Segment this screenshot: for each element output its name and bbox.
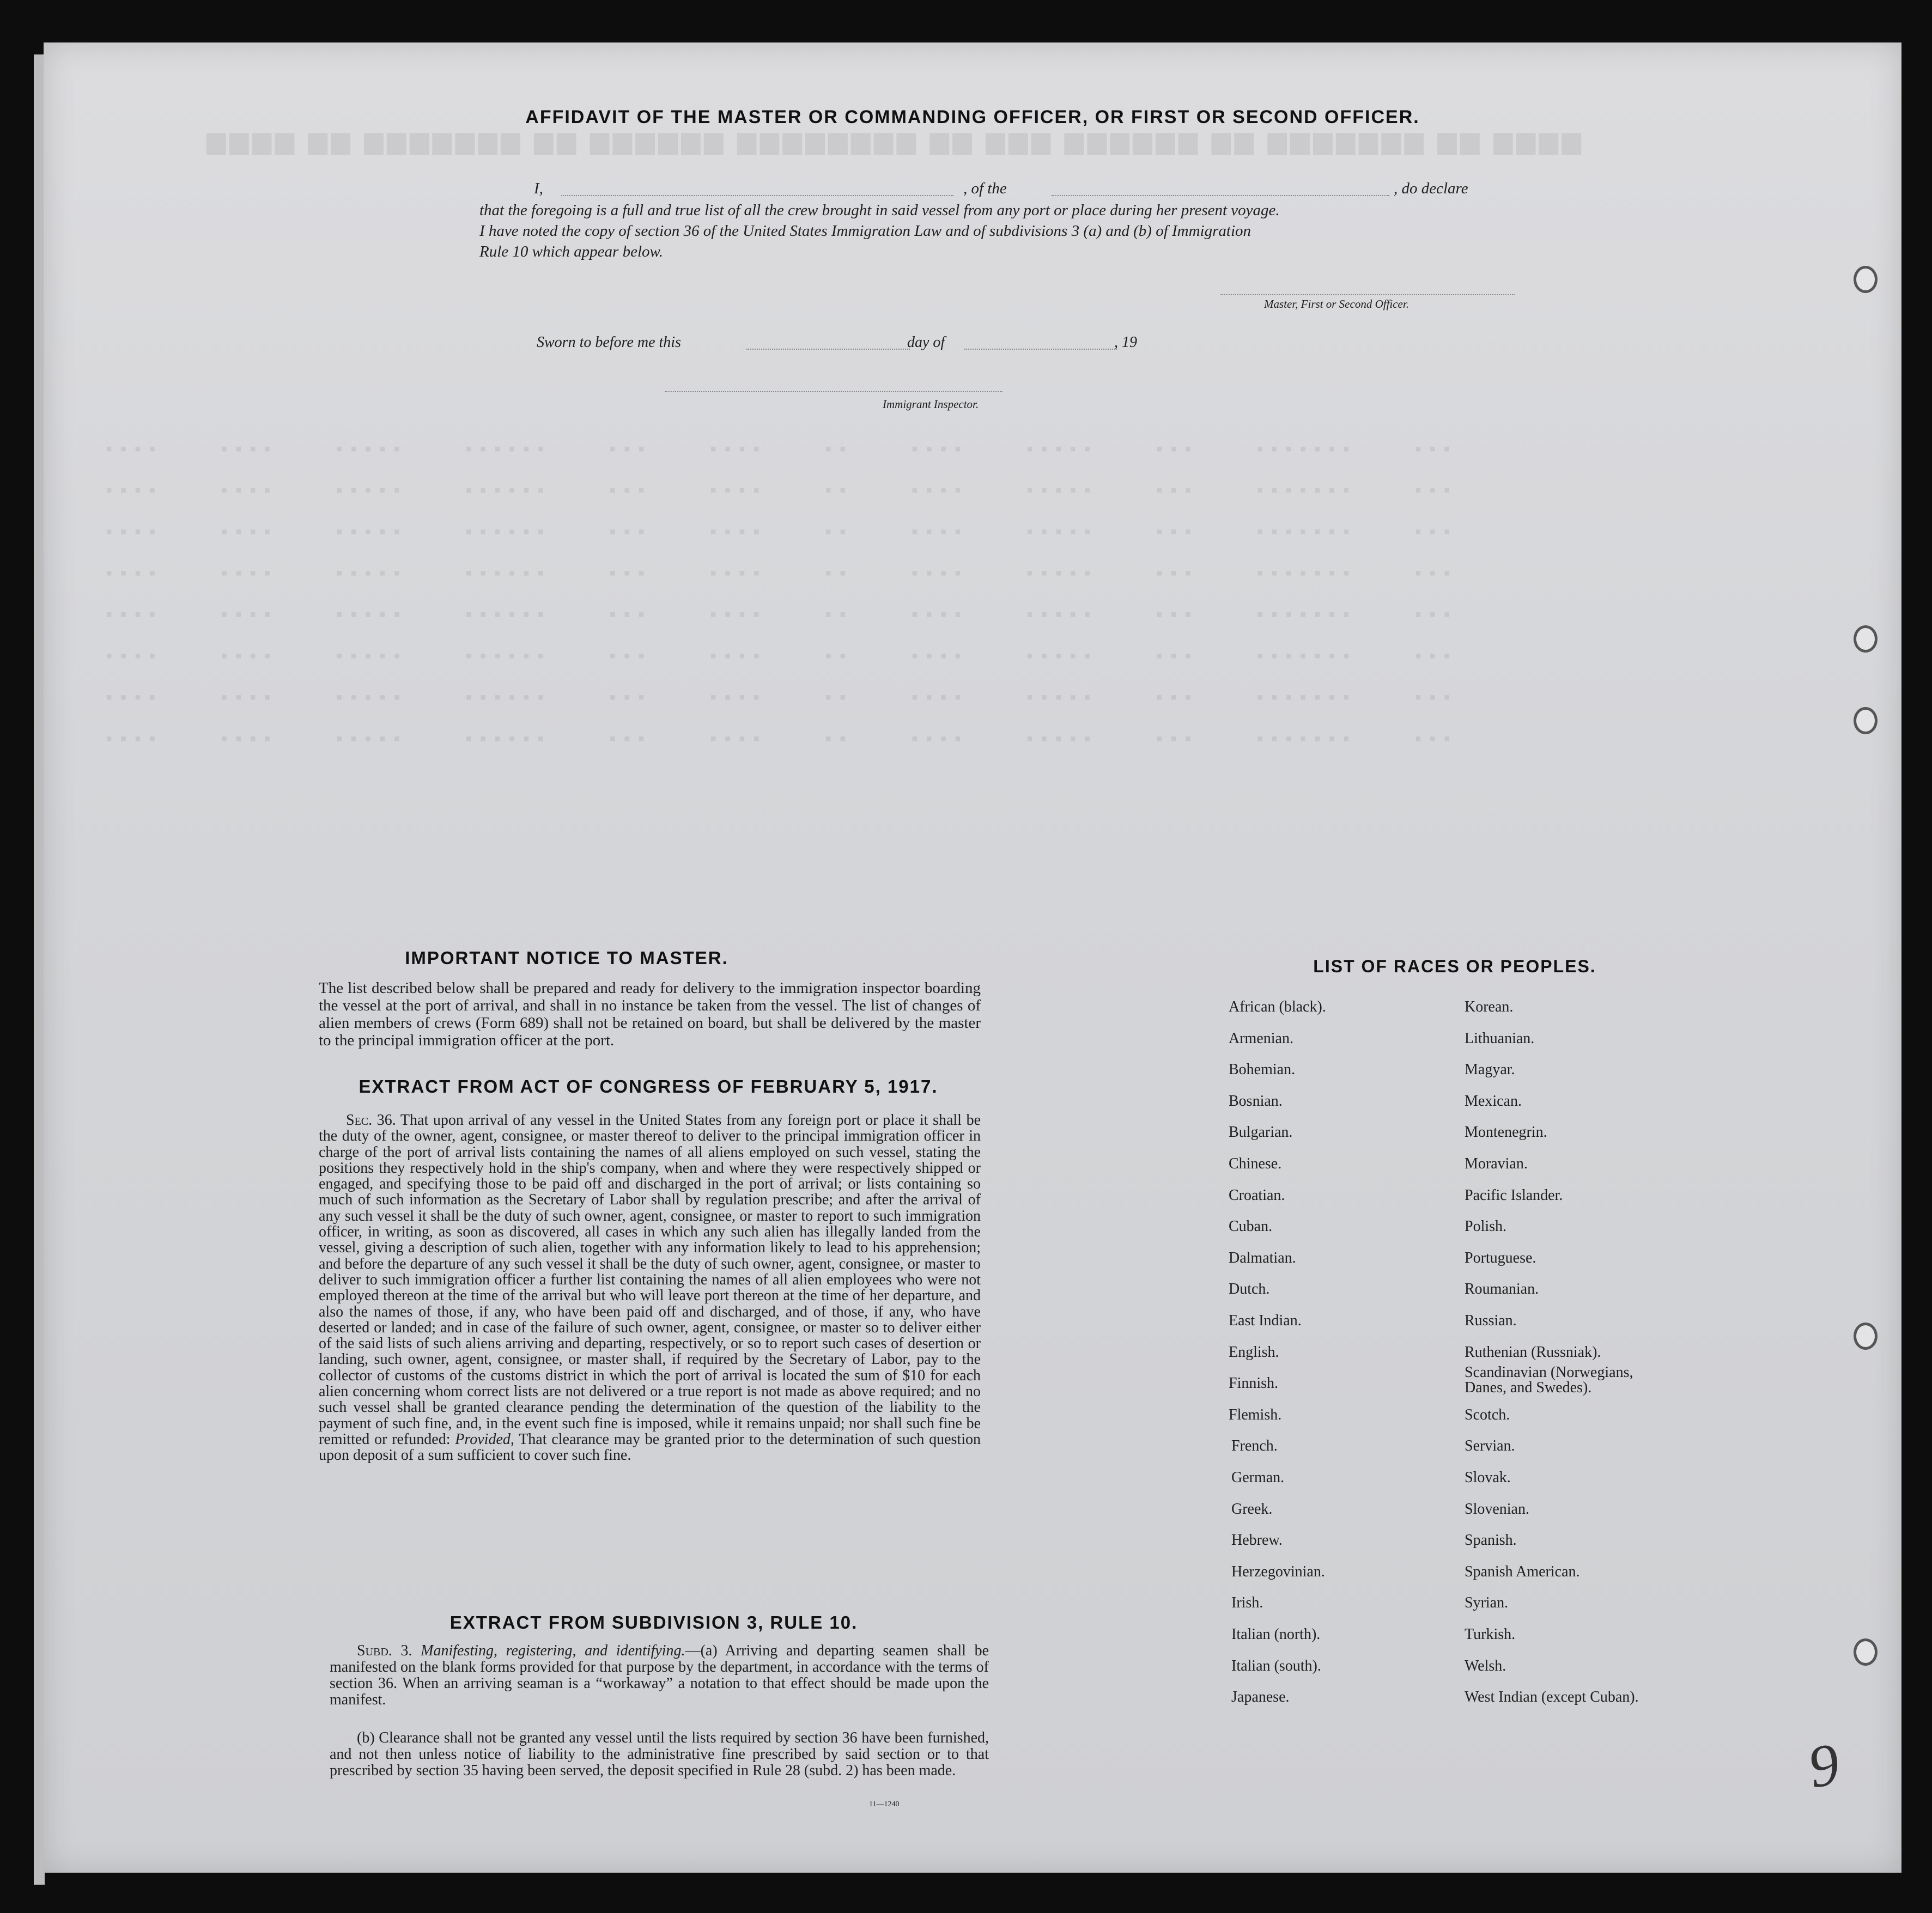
races-title: LIST OF RACES OR PEOPLES. bbox=[1313, 956, 1596, 976]
race-item: Armenian. bbox=[1229, 1029, 1293, 1047]
notice-title: IMPORTANT NOTICE TO MASTER. bbox=[405, 948, 728, 968]
race-item: Portuguese. bbox=[1465, 1249, 1536, 1266]
affidavit-declare-label: , do declare bbox=[1394, 180, 1468, 197]
year-label: , 19 bbox=[1114, 334, 1137, 351]
race-item: Korean. bbox=[1465, 998, 1514, 1015]
race-item: Servian. bbox=[1465, 1437, 1515, 1455]
race-item: Croatian. bbox=[1229, 1186, 1285, 1204]
race-item: East Indian. bbox=[1229, 1312, 1302, 1329]
race-item: Italian (south). bbox=[1231, 1657, 1321, 1674]
race-item: Italian (north). bbox=[1231, 1626, 1321, 1643]
race-item: Moravian. bbox=[1465, 1155, 1528, 1172]
binder-hole-icon bbox=[1854, 707, 1878, 734]
affidavit-i-label: I, bbox=[534, 180, 543, 197]
provided-label: Provided, bbox=[455, 1430, 514, 1448]
race-item: Scotch. bbox=[1465, 1406, 1510, 1423]
affidavit-title: AFFIDAVIT OF THE MASTER OR COMMANDING OFFICER, OR FIRST OR SECOND OFFICER. bbox=[525, 107, 1420, 127]
binder-hole-icon bbox=[1854, 1323, 1878, 1350]
sworn-month-field[interactable] bbox=[964, 349, 1117, 350]
bleed-through-rows: ▪▪▪▪ ▪▪▪▪ ▪▪▪▪▪ ▪▪▪▪▪▪ ▪▪▪ ▪▪▪▪ ▪▪ ▪▪▪▪ ▪▪▪▪▪ ▪▪▪ ▪▪▪▪▪▪▪ ▪▪▪ ▪▪▪▪ ▪▪▪▪ ▪▪▪▪▪ ▪▪▪▪▪▪ ▪▪▪ ▪▪▪▪ ▪▪ ▪▪▪▪ ▪▪▪▪▪ ▪▪▪ ▪▪▪▪▪▪▪ ▪▪▪ ▪▪▪▪ ▪▪▪▪ ▪▪▪▪▪ ▪▪▪▪▪▪ ▪▪▪ ▪▪▪▪ ▪▪ ▪▪▪▪ ▪▪▪▪▪ ▪▪▪ ▪▪▪▪▪▪▪ ▪▪▪ ▪▪▪▪ ▪▪▪▪ ▪▪▪▪▪ ▪▪▪▪▪▪ ▪▪▪ ▪▪▪▪ ▪▪ ▪▪▪▪ ▪▪▪▪▪ ▪▪▪ ▪▪▪▪▪▪▪ ▪▪▪ ▪▪▪▪ ▪▪▪▪ ▪▪▪▪▪ ▪▪▪▪▪▪ ▪▪▪ ▪▪▪▪ ▪▪ ▪▪▪▪ ▪▪▪▪▪ ▪▪▪ ▪▪▪▪▪▪▪ ▪▪▪ ▪▪▪▪ ▪▪▪▪ ▪▪▪▪▪ ▪▪▪▪▪▪ ▪▪▪ ▪▪▪▪ ▪▪ ▪▪▪▪ ▪▪▪▪▪ ▪▪▪ ▪▪▪▪▪▪▪ ▪▪▪ ▪▪▪▪ ▪▪▪▪ ▪▪▪▪▪ ▪▪▪▪▪▪ ▪▪▪ ▪▪▪▪ ▪▪ ▪▪▪▪ ▪▪▪▪▪ ▪▪▪ ▪▪▪▪▪▪▪ ▪▪▪ ▪▪▪▪ ▪▪▪▪ ▪▪▪▪▪ ▪▪▪▪▪▪ ▪▪▪ ▪▪▪▪ ▪▪ ▪▪▪▪ ▪▪▪▪▪ ▪▪▪ ▪▪▪▪▪▪▪ ▪▪▪ bbox=[104, 440, 1456, 751]
race-item: Montenegrin. bbox=[1465, 1124, 1547, 1141]
handwritten-page-number: 9 bbox=[1803, 1730, 1845, 1801]
bleed-through-heading: ▆▆▆▆ ▆▆ ▆▆▆▆▆▆▆ ▆▆ ▆▆▆▆▆▆ ▆▆▆▆▆▆▆▆ ▆▆ ▆▆▆ ▆▆▆▆▆▆ ▆▆ ▆▆▆▆▆▆▆ ▆▆ ▆▆▆▆ bbox=[207, 127, 1585, 154]
race-item: Magyar. bbox=[1465, 1061, 1515, 1079]
day-of-label: day of bbox=[907, 334, 945, 351]
race-item: Finnish. bbox=[1229, 1375, 1279, 1392]
race-item: Greek. bbox=[1231, 1500, 1273, 1518]
race-item: Bulgarian. bbox=[1229, 1124, 1293, 1141]
race-item: Roumanian. bbox=[1465, 1281, 1539, 1298]
affidavit-line-2: that the foregoing is a full and true list of all the crew brought in said vessel from any port or place during her present voyage. bbox=[479, 202, 1280, 219]
race-item: Japanese. bbox=[1231, 1689, 1290, 1706]
affidavit-name-field[interactable] bbox=[561, 195, 953, 196]
extract-act-title: EXTRACT FROM ACT OF CONGRESS OF FEBRUARY 5, 1917. bbox=[359, 1076, 938, 1096]
race-item: Bosnian. bbox=[1229, 1092, 1283, 1110]
extract-act-body bbox=[319, 1112, 981, 1464]
extract-rule-b: (b) Clearance shall not be granted any vessel until the lists required by section 36 have been furnished, and not then unless notice of liability to the administrative fine prescribed by said section or to that prescribed by section 35 having been served, the deposit specified in Rule 28 (subd. 2) has been made. bbox=[330, 1729, 989, 1779]
race-item: West Indian (except Cuban). bbox=[1465, 1689, 1639, 1706]
race-item: Slovak. bbox=[1465, 1469, 1511, 1486]
binder-hole-icon bbox=[1854, 1638, 1878, 1666]
race-item: Scandinavian (Norwegians, Danes, and Swedes). bbox=[1465, 1364, 1633, 1397]
race-item: Russian. bbox=[1465, 1312, 1517, 1329]
affidavit-line-3: I have noted the copy of section 36 of the United States Immigration Law and of subdivisions 3 (a) and (b) of Immigration bbox=[479, 222, 1251, 240]
race-item: African (black). bbox=[1229, 998, 1326, 1015]
form-number: 11—1240 bbox=[869, 1800, 900, 1808]
sworn-label: Sworn to before me this bbox=[537, 334, 681, 351]
sworn-day-field[interactable] bbox=[746, 349, 910, 350]
race-item: Chinese. bbox=[1229, 1155, 1282, 1172]
document-page bbox=[44, 42, 1901, 1873]
binder-hole-icon bbox=[1854, 266, 1878, 293]
binder-hole-icon bbox=[1854, 625, 1878, 653]
affidavit-vessel-field[interactable] bbox=[1052, 195, 1389, 196]
race-item: German. bbox=[1231, 1469, 1285, 1486]
race-item: French. bbox=[1231, 1437, 1278, 1455]
race-item: Ruthenian (Russniak). bbox=[1465, 1343, 1601, 1361]
race-item: Lithuanian. bbox=[1465, 1029, 1535, 1047]
inspector-signature-field[interactable] bbox=[665, 391, 1003, 392]
subd-3-italic: Manifesting, registering, and identifying. bbox=[421, 1642, 685, 1659]
race-item: Turkish. bbox=[1465, 1626, 1516, 1643]
paper-edge bbox=[34, 54, 45, 1885]
race-item: Pacific Islander. bbox=[1465, 1186, 1563, 1204]
subd-3-label: Subd. 3. bbox=[357, 1642, 412, 1659]
race-item: Slovenian. bbox=[1465, 1500, 1529, 1518]
race-item: Dalmatian. bbox=[1229, 1249, 1296, 1266]
race-item: English. bbox=[1229, 1343, 1279, 1361]
extract-rule-title: EXTRACT FROM SUBDIVISION 3, RULE 10. bbox=[449, 1612, 858, 1632]
notice-text: The list described below shall be prepared and ready for delivery to the immigration inspector boarding the vessel at the port of arrival, and shall in no instance be taken from the vessel. The list of changes of alien members of crews (Form 689) shall not be retained on board, but shall be delivered by the master to the principal immigration officer at the port. bbox=[319, 979, 981, 1049]
sec-36-text-tail: That clearance may be granted prior to the determination of such question upon deposit of a sum sufficient to cover such fine. bbox=[319, 1430, 981, 1464]
subd-3-a-text: —(a) Arriving and departing seamen shall be manifested on the blank forms provided for that purpose by the department, in accordance with the terms of section 36. When an arriving seaman is a “workaway” a notation to that effect should be made upon the manifest. bbox=[330, 1642, 989, 1708]
race-item: Herzegovinian. bbox=[1231, 1563, 1325, 1580]
race-item: Mexican. bbox=[1465, 1092, 1522, 1110]
race-item: Hebrew. bbox=[1231, 1532, 1283, 1549]
sec-36-text: That upon arrival of any vessel in the United States from any foreign port or place it shall be the duty of the owner, agent, consignee, or master thereof to deliver to the principal immigration officer in charge of the port of arrival lists containing the names of all aliens employed on such vessel, stating the positions they respectively hold in the ship's company, when and where they were respectively shipped or engaged, and specifying those to be paid off and discharged in the port of arrival; or lists containing so much of such information as the Secretary of Labor shall by regulation prescribe; and after the arrival of any such vessel it shall be the duty of such owner, agent, consignee, or master to report to such immigration officer, in writing, as soon as discovered, all cases in which any such alien has illegally landed from the vessel, giving a description of such alien, together with any information likely to lead to his apprehension; and before the departure of any such vessel it shall be the duty of such owner, agent, consignee, or master to deliver to such immigration officer a further list containing the names of all alien employees who were not employed thereon at the time of the arrival but who will leave port thereon at the time of her departure, and also the names of those, if any, who have been paid off and discharged, and of those, if any, who have deserted or landed; and in case of the failure of such owner, agent, consignee, or master so to deliver either of the said lists of such aliens arriving and departing, respectively, or so to report such cases of desertion or landing, such owner, agent, consignee, or master shall, if required by the Secretary of Labor, pay to the collector of customs of the customs district in which the port of arrival is located the sum of $10 for each alien concerning whom correct lists are not delivered or a true report is not made as above required; and no such vessel shall be granted clearance pending the determination of the question of the liability to the payment of such fine, and, in the event such fine is imposed, while it remains unpaid; nor shall such fine be remitted or refunded: bbox=[319, 1112, 981, 1448]
race-item: Welsh. bbox=[1465, 1657, 1506, 1674]
affidavit-of-the-label: , of the bbox=[963, 180, 1007, 197]
race-item: Bohemian. bbox=[1229, 1061, 1296, 1079]
race-item: Flemish. bbox=[1229, 1406, 1282, 1423]
race-item: Syrian. bbox=[1465, 1594, 1509, 1612]
race-item: Dutch. bbox=[1229, 1281, 1270, 1298]
master-signature-caption: Master, First or Second Officer. bbox=[1264, 297, 1409, 310]
extract-rule-a bbox=[330, 1643, 989, 1708]
race-item: Polish. bbox=[1465, 1218, 1507, 1235]
master-signature-field[interactable] bbox=[1220, 294, 1515, 295]
race-item: Irish. bbox=[1231, 1594, 1263, 1612]
race-item: Cuban. bbox=[1229, 1218, 1273, 1235]
sec-36-label: Sec. 36. bbox=[346, 1112, 396, 1129]
affidavit-line-4: Rule 10 which appear below. bbox=[479, 243, 663, 260]
race-item: Spanish. bbox=[1465, 1532, 1517, 1549]
inspector-signature-caption: Immigrant Inspector. bbox=[883, 398, 979, 411]
race-item: Spanish American. bbox=[1465, 1563, 1580, 1580]
